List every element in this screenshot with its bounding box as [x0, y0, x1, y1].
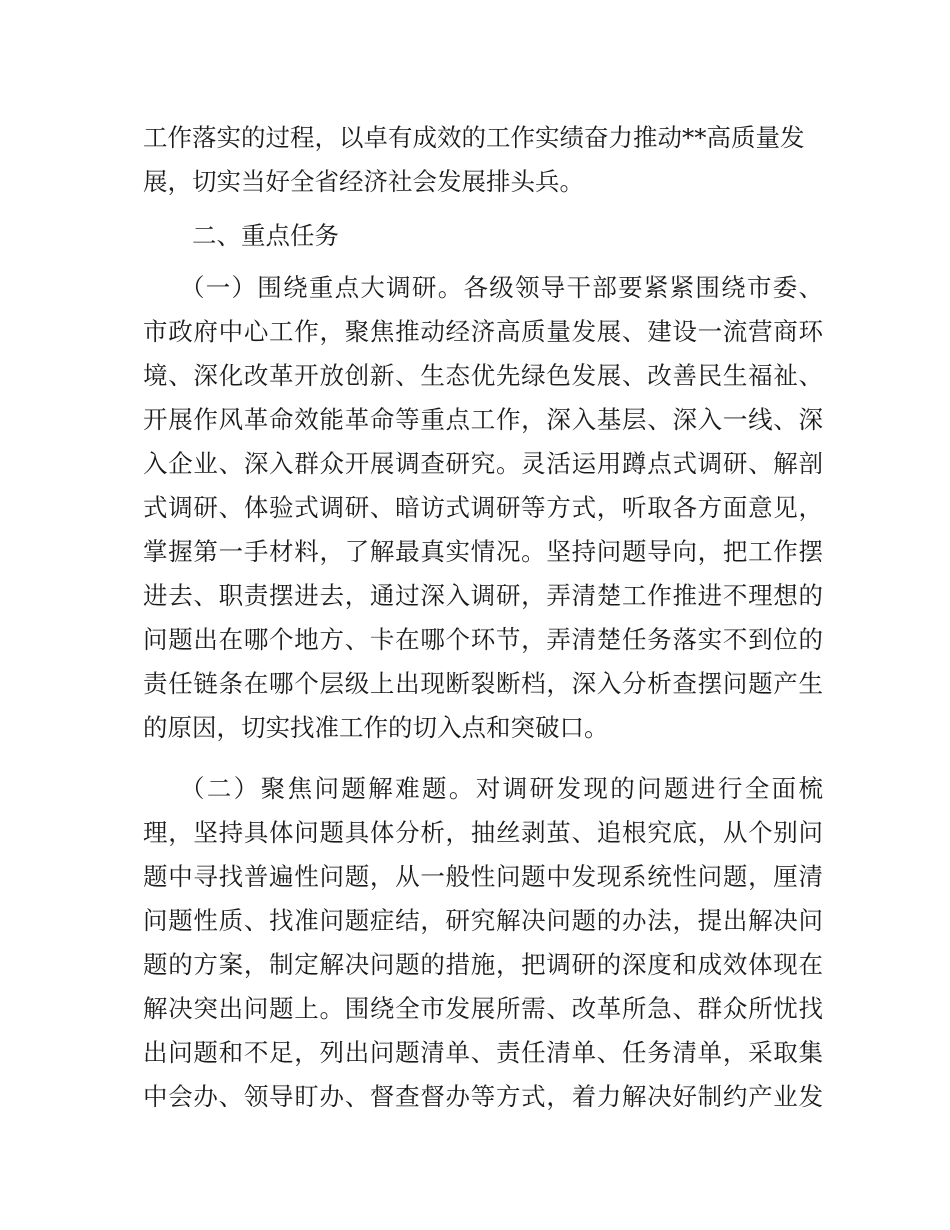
paragraph-line: 理，坚持具体问题具体分析，抽丝剥茧、追根究底，从个别问 [143, 818, 823, 847]
paragraph-line: （一）围绕重点大调研。各级领导干部要紧紧围绕市委、 [180, 273, 823, 302]
paragraph-line: 解决突出问题上。围绕全市发展所需、改革所急、群众所忧找 [143, 994, 823, 1023]
paragraph-line: 进去、职责摆进去，通过深入调研，弄清楚工作推进不理想的 [143, 581, 823, 610]
paragraph-line: 的原因，切实找准工作的切入点和突破口。 [143, 713, 609, 742]
paragraph-line: 中会办、领导盯办、督查督办等方式，着力解决好制约产业发 [143, 1082, 823, 1111]
paragraph-line: （二）聚焦问题解难题。对调研发现的问题进行全面梳 [180, 774, 823, 803]
paragraph-line: 出问题和不足，列出问题清单、责任清单、任务清单，采取集 [143, 1038, 823, 1067]
paragraph-line: 题的方案，制定解决问题的措施，把调研的深度和成效体现在 [143, 950, 823, 979]
paragraph-line: 境、深化改革开放创新、生态优先绿色发展、改善民生福祉、 [143, 361, 823, 390]
paragraph-line: 入企业、深入群众开展调查研究。灵活运用蹲点式调研、解剖 [143, 449, 823, 478]
paragraph-line: 题中寻找普遍性问题，从一般性问题中发现系统性问题，厘清 [143, 862, 823, 891]
paragraph-line: 掌握第一手材料，了解最真实情况。坚持问题导向，把工作摆 [143, 537, 823, 566]
section-heading: 二、重点任务 [192, 221, 339, 250]
paragraph-line: 问题出在哪个地方、卡在哪个环节，弄清楚任务落实不到位的 [143, 625, 823, 654]
paragraph-line: 展，切实当好全省经济社会发展排头兵。 [143, 167, 584, 196]
paragraph-line: 市政府中心工作，聚焦推动经济高质量发展、建设一流营商环 [143, 317, 823, 346]
paragraph-line: 式调研、体验式调研、暗访式调研等方式，听取各方面意见， [143, 493, 823, 522]
paragraph-line: 工作落实的过程，以卓有成效的工作实绩奋力推动**高质量发 [143, 123, 805, 152]
paragraph-line: 开展作风革命效能革命等重点工作，深入基层、深入一线、深 [143, 405, 823, 434]
paragraph-line: 问题性质、找准问题症结，研究解决问题的办法，提出解决问 [143, 906, 823, 935]
paragraph-line: 责任链条在哪个层级上出现断裂断档，深入分析查摆问题产生 [143, 669, 823, 698]
